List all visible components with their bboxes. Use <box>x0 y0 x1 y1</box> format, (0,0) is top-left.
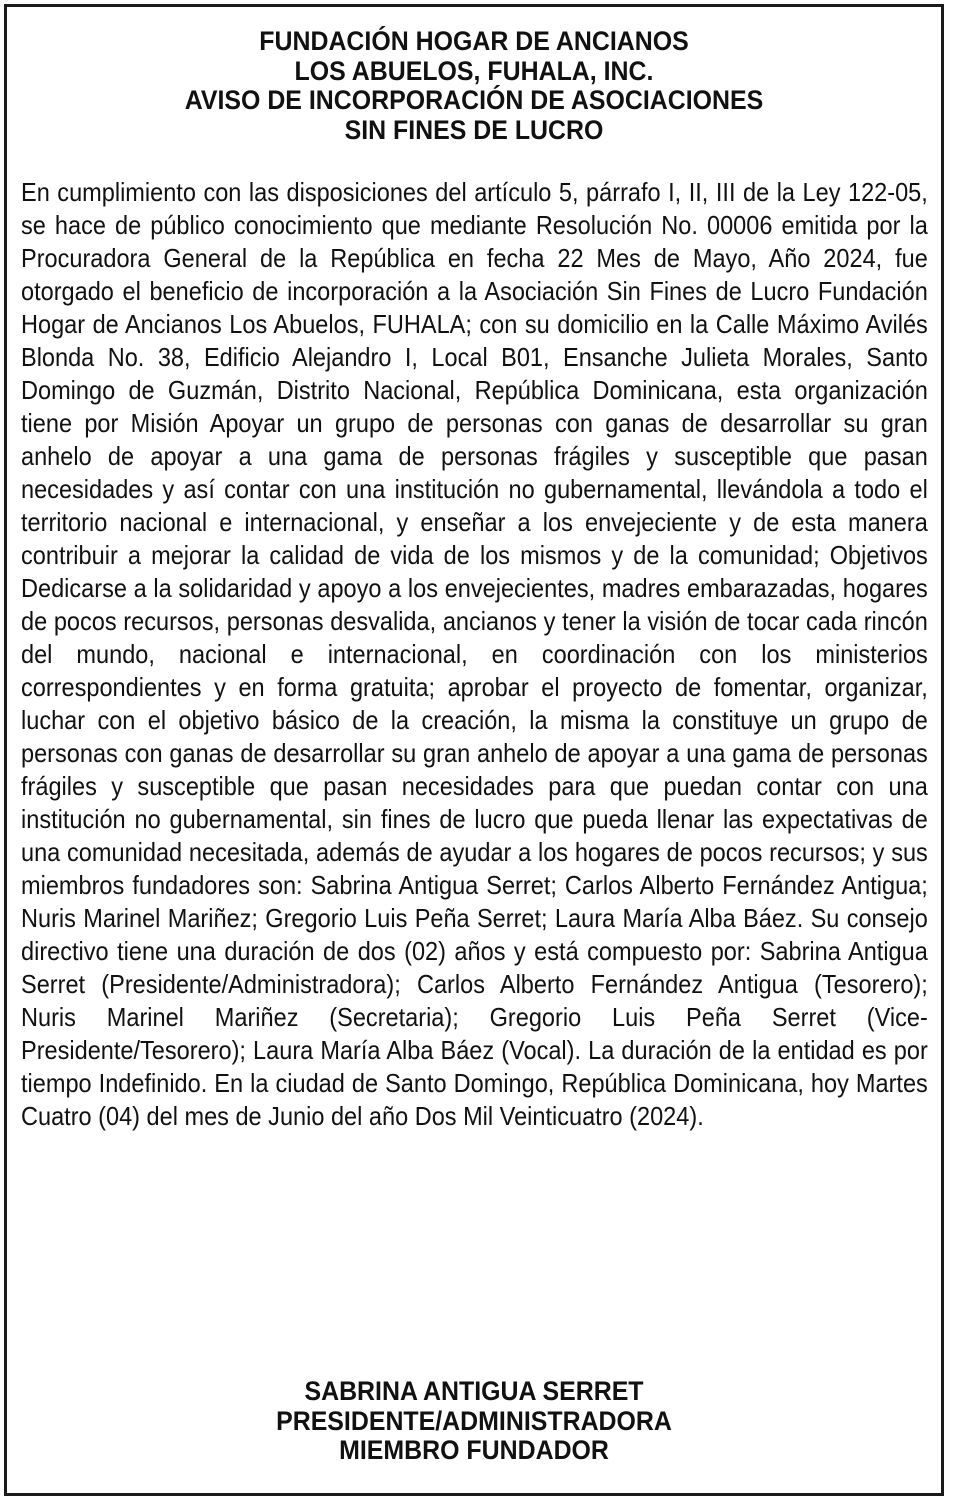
notice-heading <box>35 27 913 145</box>
signatory-name: SABRINA ANTIGUA SERRET <box>304 1376 644 1406</box>
organization-name-continued: LOS ABUELOS, FUHALA, INC. <box>294 55 654 86</box>
notice-body: En cumplimiento con las disposiciones del artículo 5, párrafo I, II, III de la Ley 122-05, se hace de público conocimiento que mediante Resolución No. 00006 emitida por la Procuradora General de la República en fecha 22 Mes de Mayo, Año 2024, fue otorgado el beneficio de incorporación a la Asociación Sin Fines de Lucro Fundación Hogar de Ancianos Los Abuelos, FUHALA; con su domicilio en la Calle Máximo Avilés Blonda No. 38, Edificio Alejandro I, Local B01, Ensanche Julieta Morales, Santo Domingo de Guzmán, Distrito Nacional, República Dominicana, esta organización tiene por Misión Apoyar un grupo de personas con ganas de desarrollar su gran anhelo de apoyar a una gama de personas frágiles y susceptible que pasan necesidades y así contar con una institución no gubernamental, llevándola a todo el territorio nacional e internacional, y enseñar a los envejeciente y de esta manera contribuir a mejorar la calidad de vida de los mismos y de la comunidad; Objetivos Dedicarse a la solidaridad y apoyo a los envejecientes, madres embarazadas, hogares de pocos recursos, personas desvalida, ancianos y tener la visión de tocar cada rincón del mundo, nacional e internacional, en coordinación con los ministerios correspondientes y en forma gratuita; aprobar el proyecto de fomentar, organizar, luchar con el objetivo básico de la creación, la misma la constituye un grupo de personas con ganas de desarrollar su gran anhelo de apoyar a una gama de personas frágiles y susceptible que pasan necesidades para que puedan contar con una institución no gubernamental, sin fines de lucro que pueda llenar las expectativas de una comunidad necesitada, además de ayudar a los hogares de pocos recursos; y sus miembros fundadores son: Sabrina Antigua Serret; Carlos Alberto Fernández Antigua; Nuris Marinel Mariñez; Gregorio Luis Peña Serret; Laura María Alba Báez. Su consejo directivo tiene una duración de dos (02) años y está compuesto por: Sabrina Antigua Serret (Presidente/Administradora); Carlos Alberto Fernández Antigua (Tesorero); Nuris Marinel Mariñez (Secretaria); Gregorio Luis Peña Serret (Vice-Presidente/Tesorero); Laura María Alba Báez (Vocal). La duración de la entidad es por tiempo Indefinido. En la ciudad de Santo Domingo, República Dominicana, hoy Martes Cuatro (04) del mes de Junio del año Dos Mil Veinticuatro (2024). <box>21 177 928 1131</box>
signature-block <box>35 1377 913 1466</box>
organization-name: FUNDACIÓN HOGAR DE ANCIANOS <box>259 26 689 56</box>
legal-notice <box>4 4 944 1496</box>
notice-title: AVISO DE INCORPORACIÓN DE ASOCIACIONES <box>184 85 764 115</box>
notice-subtitle: SIN FINES DE LUCRO <box>344 114 604 145</box>
signatory-title: PRESIDENTE/ADMINISTRADORA <box>276 1405 672 1436</box>
signatory-role: MIEMBRO FUNDADOR <box>339 1435 609 1465</box>
